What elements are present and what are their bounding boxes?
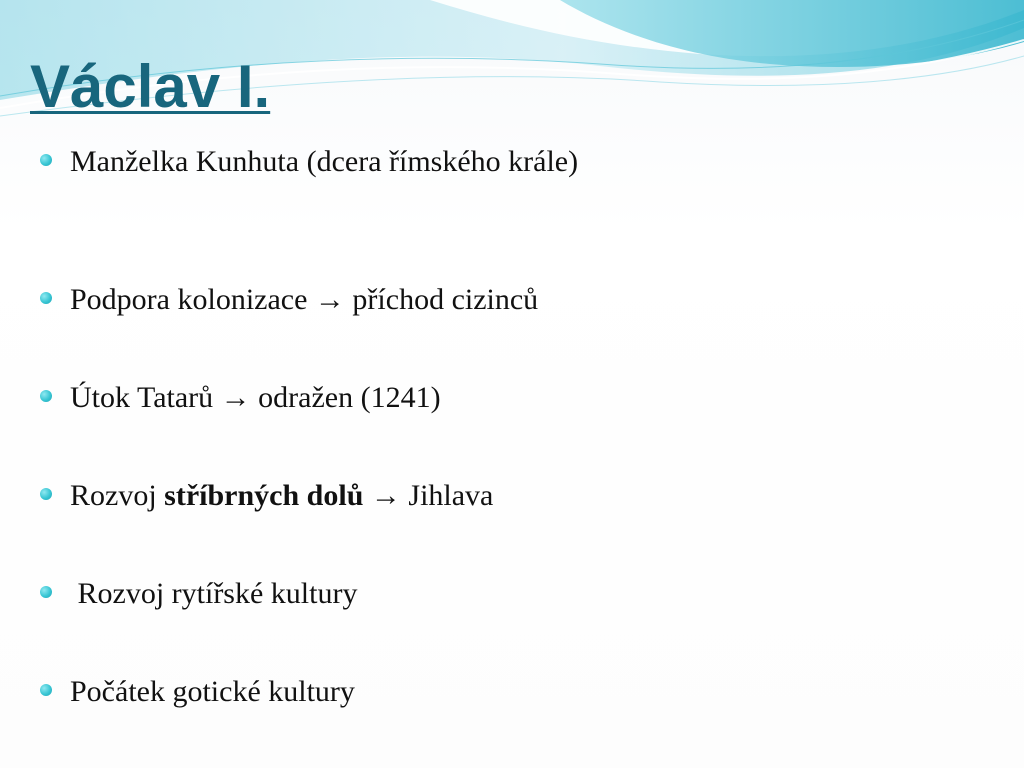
bullet-text <box>70 476 493 516</box>
bullet-item <box>40 476 640 516</box>
bullet-item <box>40 280 640 320</box>
bullet-item <box>40 672 640 712</box>
bullet-text: Počátek gotické kultury <box>70 675 355 708</box>
bullet-item <box>40 142 640 182</box>
bullet-dot-icon <box>40 586 52 598</box>
bullet-dot-icon <box>40 292 52 304</box>
bullet-dot-icon <box>40 488 52 500</box>
bullet-item <box>40 378 640 418</box>
bullet-dot-icon <box>40 154 52 166</box>
slide-title: Václav I. <box>30 53 271 120</box>
bullet-text: Manželka Kunhuta (dcera římského krále) <box>70 145 579 178</box>
bullet-text: Útok Tatarů → odražen (1241) <box>70 381 441 414</box>
bullet-item <box>40 574 640 614</box>
bullet-dot-icon <box>40 684 52 696</box>
bullet-text-part: Rozvoj <box>70 479 165 512</box>
bullet-text-part: → Jihlava <box>363 479 494 512</box>
bullet-text-bold: stříbrných dolů <box>164 479 364 512</box>
bullet-text: Rozvoj rytířské kultury <box>70 577 358 610</box>
bullet-dot-icon <box>40 390 52 402</box>
bullet-text: Podpora kolonizace → příchod cizinců <box>70 283 539 316</box>
